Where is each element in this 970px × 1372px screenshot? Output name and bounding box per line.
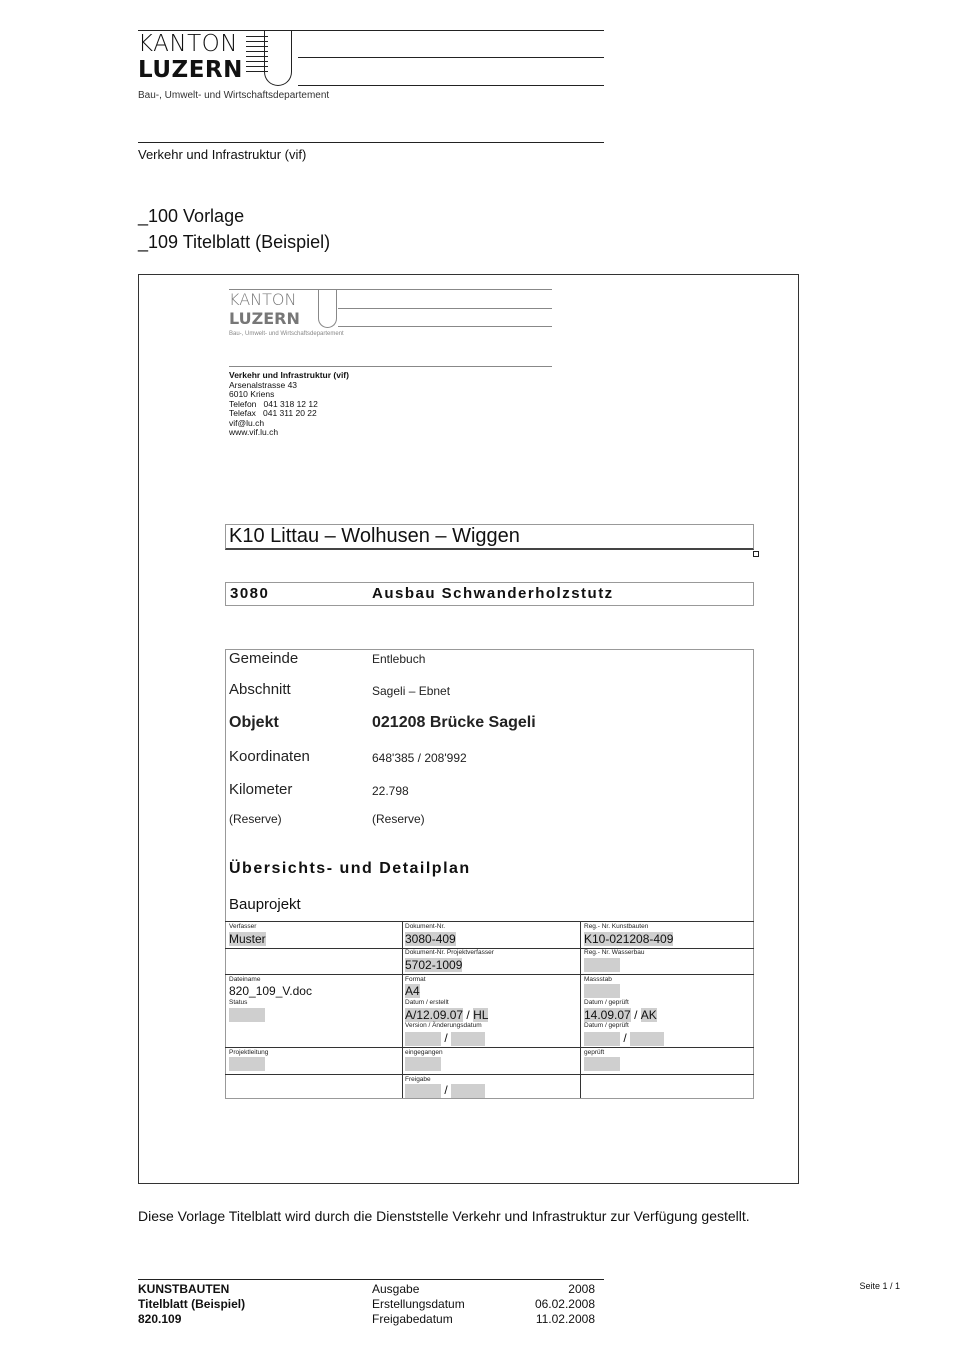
dateiname-label: Dateiname xyxy=(229,976,261,983)
dok-nr-label: Dokument-Nr. xyxy=(405,923,446,930)
preview-department: Bau-, Umwelt- und Wirtschaftsdepartement xyxy=(229,331,344,337)
address-city: 6010 Kriens xyxy=(229,389,275,399)
footer-doc-title: Titelblatt (Beispiel) xyxy=(138,1297,246,1311)
address-fax: Telefax 041 311 20 22 xyxy=(229,408,317,418)
objekt-label: Objekt xyxy=(229,714,279,731)
dok-proj-value[interactable]: 5702-1009 xyxy=(405,958,463,972)
preview-logo-kanton: KANTON xyxy=(229,290,297,309)
massstab-label: Massstab xyxy=(584,976,612,983)
address-phone: Telefon 041 318 12 12 xyxy=(229,398,318,409)
datum-geprueft2-label: Datum / geprüft xyxy=(584,1022,629,1029)
reg-wasser-field[interactable] xyxy=(584,958,620,972)
page-number: Seite 1 / 1 xyxy=(859,1281,900,1291)
slash-separator: / xyxy=(466,1008,470,1022)
footer-right xyxy=(500,1282,595,1327)
format-value[interactable]: A4 xyxy=(405,984,420,998)
logo-luzern-text: LUZERN xyxy=(138,57,243,83)
projektleitung-field[interactable] xyxy=(229,1057,265,1071)
version-label: Version / Änderungsdatum xyxy=(405,1022,482,1029)
geprueft2-initials-field[interactable] xyxy=(630,1032,664,1046)
aenderungsdatum-field[interactable] xyxy=(451,1032,485,1046)
verfasser-label: Verfasser xyxy=(229,923,257,930)
address-web: www.vif.lu.ch xyxy=(229,427,279,437)
abschnitt-value: Sageli – Ebnet xyxy=(372,684,451,698)
format-label: Format xyxy=(405,976,426,983)
datum-geprueft2-field[interactable] xyxy=(584,1032,620,1046)
slash-separator: / xyxy=(623,1031,627,1045)
reserve-value: (Reserve) xyxy=(372,812,425,826)
footer-freigabe-value: 11.02.2008 xyxy=(535,1312,595,1326)
freigabe-label: Freigabe xyxy=(405,1076,431,1083)
status-field[interactable] xyxy=(229,1008,265,1022)
doc-title-line1: _100 Vorlage xyxy=(138,206,245,226)
datum-erstellt-initials[interactable]: HL xyxy=(473,1008,489,1022)
resize-handle[interactable] xyxy=(753,551,759,557)
koordinaten-value: 648'385 / 208'992 xyxy=(372,751,467,765)
plan-title: Übersichts- und Detailplan xyxy=(229,860,471,877)
reserve-label: (Reserve) xyxy=(229,812,282,826)
description-text: Diese Vorlage Titelblatt wird durch die Dienststelle Verkehr und Infrastruktur zur Verfügung gestellt. xyxy=(138,1208,750,1224)
freigabe-date-field[interactable] xyxy=(451,1084,485,1098)
massstab-field[interactable] xyxy=(584,984,620,998)
datum-erstellt-label: Datum / erstellt xyxy=(405,999,449,1006)
preview-shield-icon xyxy=(318,290,337,328)
reg-kunst-value[interactable]: K10-021208-409 xyxy=(584,932,674,946)
dok-proj-label: Dokument-Nr. Projektverfasser xyxy=(405,949,494,956)
footer-erstellung-label: Erstellungsdatum xyxy=(372,1297,465,1311)
footer-category: KUNSTBAUTEN xyxy=(138,1282,230,1296)
kilometer-label: Kilometer xyxy=(229,781,293,798)
dateiname-value: 820_109_V.doc xyxy=(229,984,312,998)
reg-wasser-label: Reg.- Nr. Wasserbau xyxy=(584,949,645,956)
address-street: Arsenalstrasse 43 xyxy=(229,379,298,390)
plan-subtitle: Bauprojekt xyxy=(229,896,301,913)
project-number: 3080 xyxy=(230,585,270,602)
eingegangen-label: eingegangen xyxy=(405,1049,443,1056)
slash-separator: / xyxy=(634,1008,638,1022)
datum-geprueft-value[interactable]: 14.09.07 xyxy=(584,1008,631,1022)
geprueft-label: geprüft xyxy=(584,1049,605,1056)
gemeinde-value: Entlebuch xyxy=(372,652,426,666)
datum-geprueft-label: Datum / geprüft xyxy=(584,999,629,1006)
koordinaten-label: Koordinaten xyxy=(229,748,310,765)
kilometer-value: 22.798 xyxy=(372,784,409,798)
slash-separator: / xyxy=(444,1031,448,1045)
doc-title-line2: _109 Titelblatt (Beispiel) xyxy=(138,232,331,252)
address-email: vif@lu.ch xyxy=(229,417,265,428)
address-name: Verkehr und Infrastruktur (vif) xyxy=(229,370,349,380)
unit-name: Verkehr und Infrastruktur (vif) xyxy=(138,147,307,162)
abschnitt-label: Abschnitt xyxy=(229,681,291,698)
verfasser-value[interactable]: Muster xyxy=(229,932,266,946)
footer-doc-number: 820.109 xyxy=(138,1312,182,1326)
logo-kanton-text: KANTON xyxy=(138,31,238,57)
department-name: Bau-, Umwelt- und Wirtschaftsdepartement xyxy=(138,90,330,101)
footer-ausgabe-value: 2008 xyxy=(568,1282,595,1296)
logo-shield-icon xyxy=(264,30,292,86)
geprueft-field[interactable] xyxy=(584,1057,620,1071)
datum-geprueft-initials[interactable]: AK xyxy=(640,1008,657,1022)
preview-logo-luzern: LUZERN xyxy=(229,309,300,328)
status-label: Status xyxy=(229,999,248,1006)
footer-left xyxy=(138,1282,245,1327)
slash-separator: / xyxy=(444,1083,448,1097)
footer-freigabe-label: Freigabedatum xyxy=(372,1312,453,1326)
gemeinde-label: Gemeinde xyxy=(229,650,299,667)
footer-erstellung-value: 06.02.2008 xyxy=(534,1297,595,1311)
datum-erstellt-value[interactable]: A/12.09.07 xyxy=(405,1008,464,1022)
preview-address xyxy=(229,371,349,438)
project-name: Ausbau Schwanderholzstutz xyxy=(372,585,614,602)
reg-kunst-label: Reg.- Nr. Kunstbauten xyxy=(584,923,649,930)
footer-ausgabe-label: Ausgabe xyxy=(372,1282,420,1296)
dok-nr-value[interactable]: 3080-409 xyxy=(405,932,456,946)
eingegangen-field[interactable] xyxy=(405,1057,441,1071)
objekt-value: 021208 Brücke Sageli xyxy=(372,714,536,731)
project-title: K10 Littau – Wolhusen – Wiggen xyxy=(229,525,520,547)
freigabe-field[interactable] xyxy=(405,1084,441,1098)
version-field[interactable] xyxy=(405,1032,441,1046)
projektleitung-label: Projektleitung xyxy=(229,1049,269,1056)
footer-mid xyxy=(372,1282,465,1327)
